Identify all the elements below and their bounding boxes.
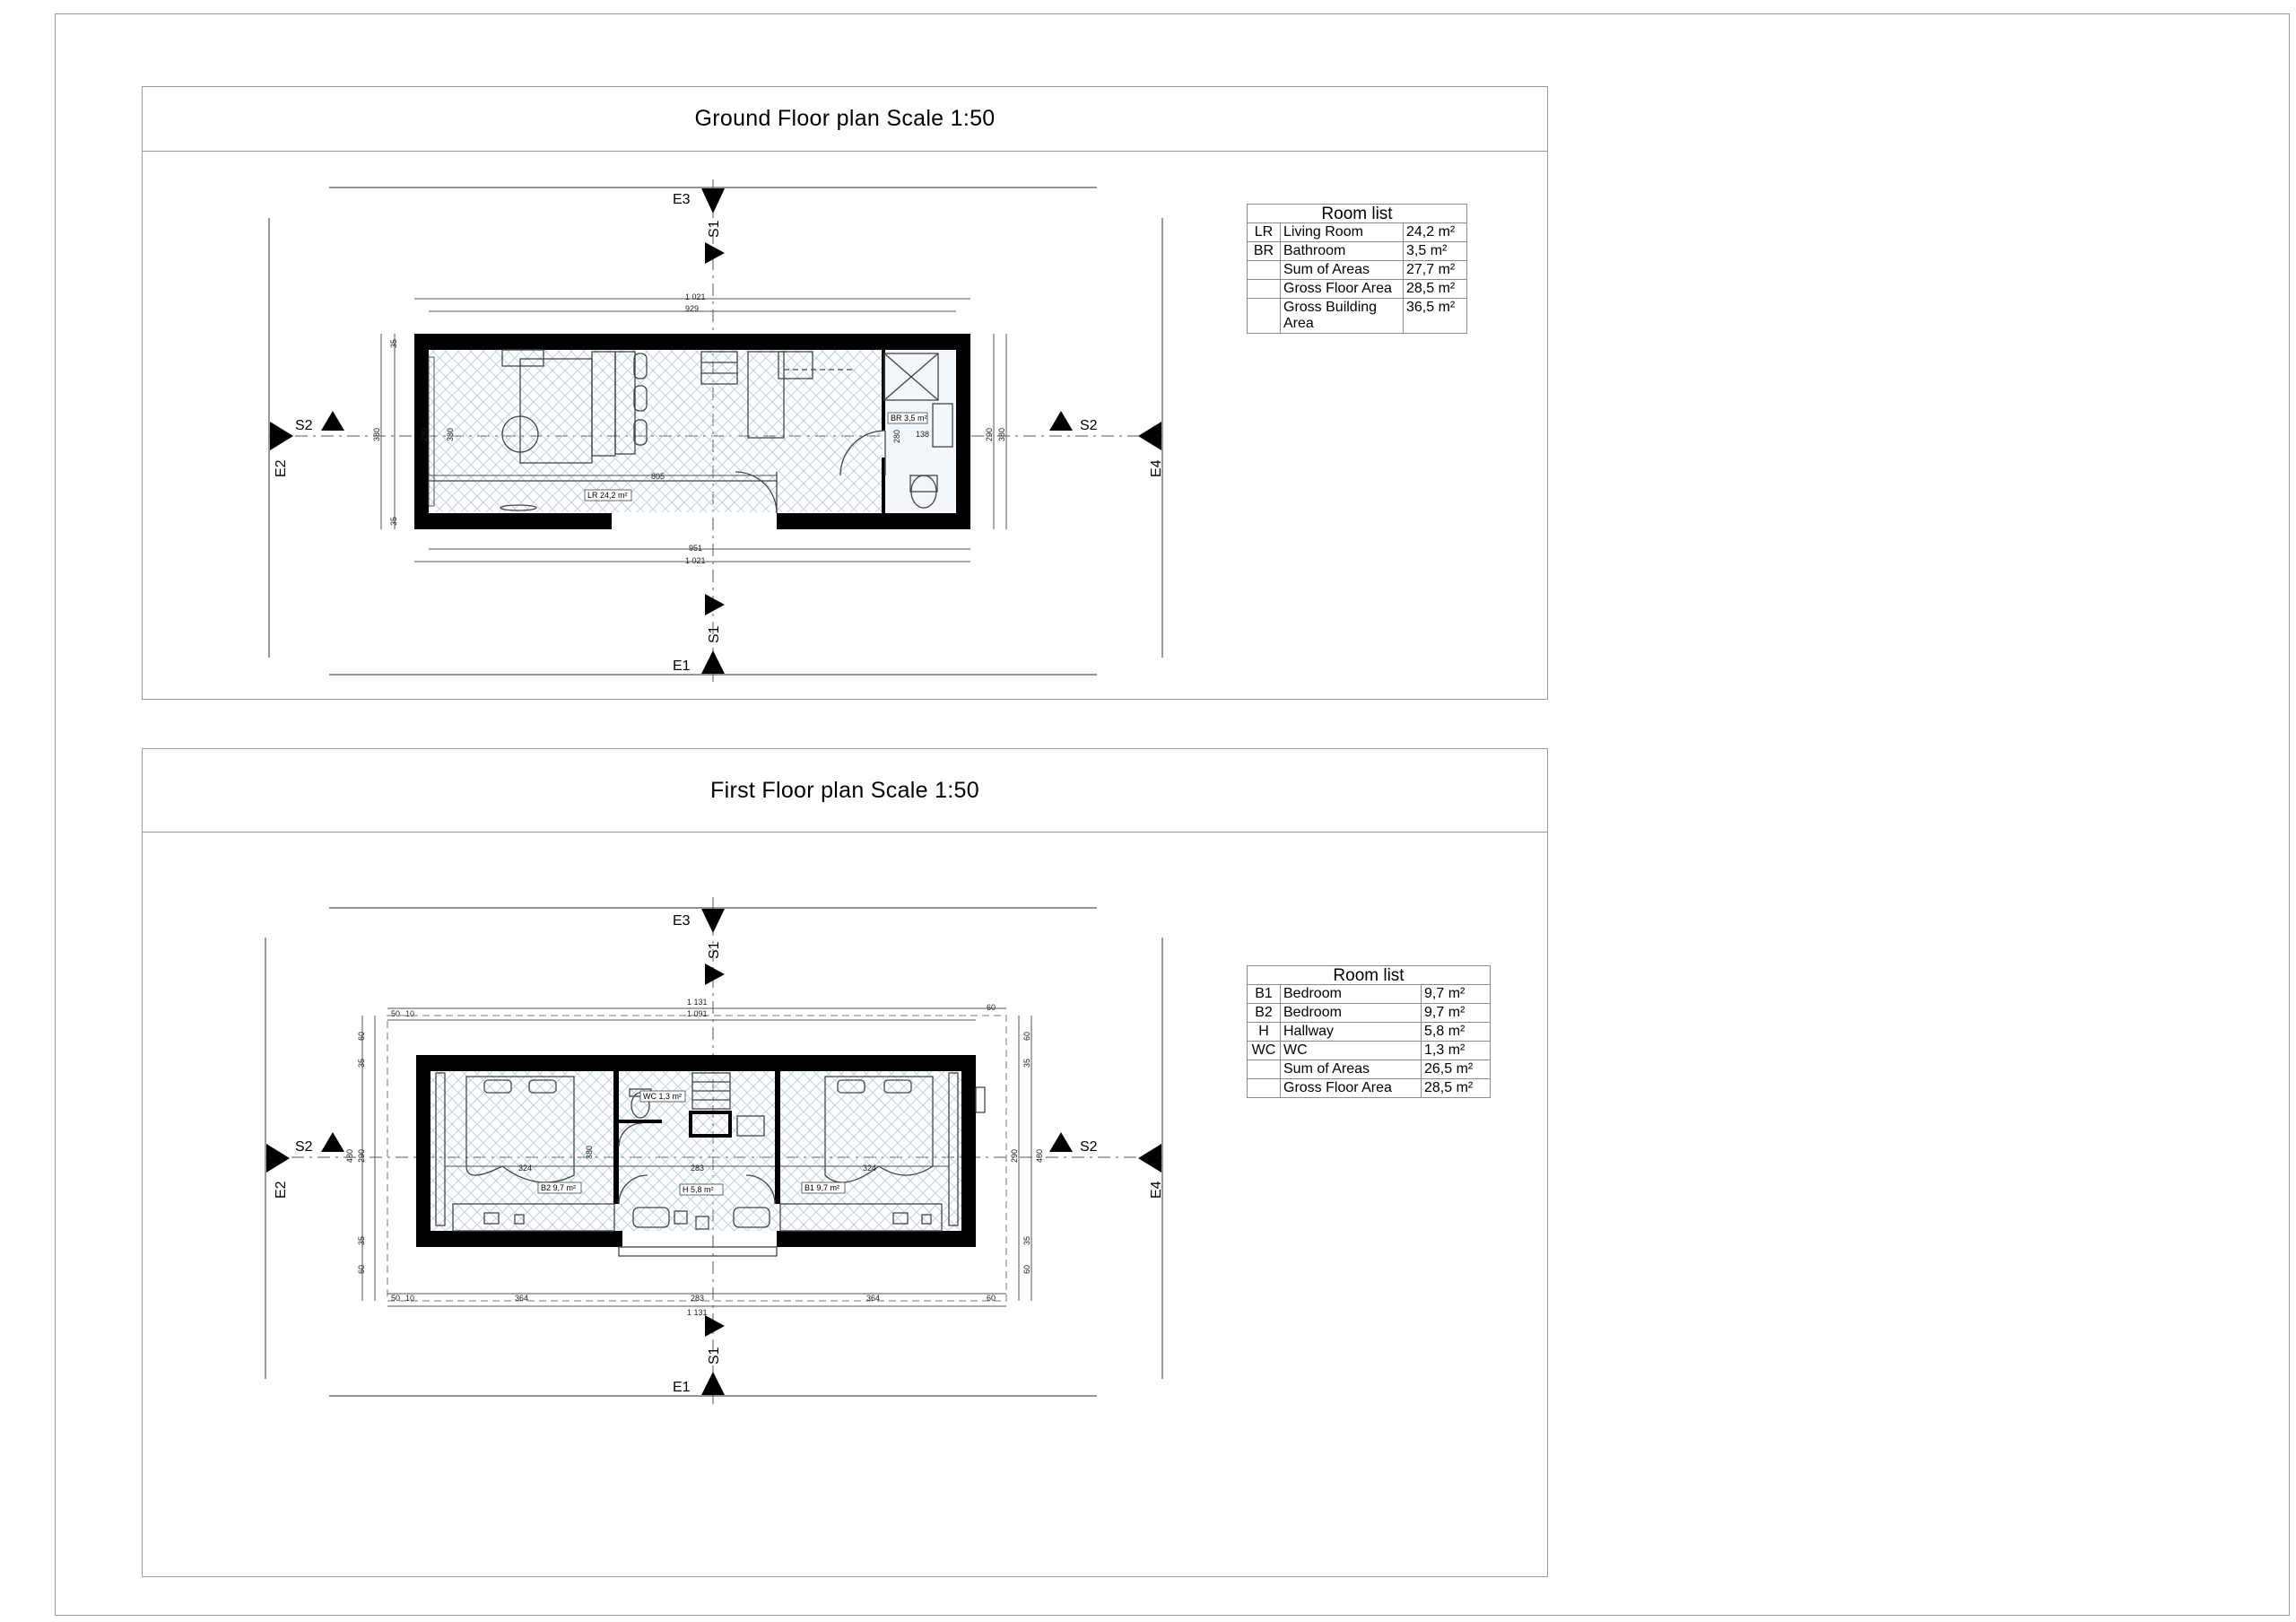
ff-dim-right-b: 35 (1022, 1058, 1031, 1068)
room-list-header: Room list (1248, 205, 1467, 223)
gf-dim-left-a: 35 (389, 338, 398, 348)
s1-top-label: S1 (707, 941, 722, 959)
gf-dim-bottom-outer: 1 021 (685, 556, 706, 565)
ground-floor-title: Ground Floor plan Scale 1:50 (143, 87, 1547, 152)
room-tag-br: BR 3,5 m² (891, 414, 927, 423)
ff-dim-bottom-l1: 50 (391, 1294, 401, 1303)
gf-dim-top-inner: 929 (685, 304, 700, 313)
room-row: H Hallway 5,8 m² (1248, 1023, 1491, 1042)
room-tag-h: H 5,8 m² (683, 1185, 714, 1194)
room-row: LR Living Room 24,2 m² (1248, 223, 1467, 242)
ff-dim-right-outer: 480 (1035, 1148, 1044, 1163)
s2-right-label: S2 (1080, 418, 1098, 433)
first-floor-floor (430, 1071, 972, 1231)
gf-dim-right-c: 280 (892, 429, 901, 443)
room-row: WC WC 1,3 m² (1248, 1042, 1491, 1060)
room-list-header: Room list (1248, 966, 1491, 985)
ff-dim-mid-v: 380 (585, 1145, 594, 1159)
s1-top-label: S1 (707, 220, 722, 238)
first-floor-title: First Floor plan Scale 1:50 (143, 749, 1547, 833)
ff-dim-top-outer: 1 131 (687, 998, 708, 1007)
room-tag-b1: B1 9,7 m² (804, 1183, 840, 1192)
s2-left-marker-triangle (321, 1132, 344, 1152)
e1-label: E1 (673, 658, 691, 674)
s2-left-label: S2 (295, 418, 313, 433)
first-floor-room-list (1247, 965, 1491, 1098)
ff-dim-left-d: 35 (357, 1235, 366, 1245)
e3-label: E3 (673, 192, 691, 207)
ff-dim-left-e: 60 (357, 1264, 366, 1274)
gf-dim-room-width: 805 (651, 472, 665, 481)
ff-dim-right-c: 290 (1010, 1148, 1019, 1163)
gf-dim-right-a: 290 (985, 427, 994, 441)
ff-dim-top-inner: 1 091 (687, 1009, 708, 1018)
s1-bottom-label: S1 (707, 1347, 722, 1365)
ff-dim-room-a: 324 (518, 1164, 533, 1173)
ff-dim-right-e: 60 (1022, 1264, 1031, 1274)
ff-dim-top-l1: 50 (391, 1009, 401, 1018)
e2-marker-triangle (266, 1144, 290, 1173)
s2-right-label: S2 (1080, 1139, 1098, 1155)
e4-label: E4 (1149, 1181, 1164, 1199)
e1-marker-triangle (701, 1372, 725, 1395)
ff-dim-left-c: 290 (357, 1148, 366, 1163)
room-tag-wc: WC 1,3 m² (643, 1092, 683, 1101)
ff-dim-right-d: 35 (1022, 1235, 1031, 1245)
ff-dim-bottom-a: 364 (515, 1294, 529, 1303)
gf-dim-bottom-inner: 951 (689, 544, 703, 553)
e2-label: E2 (274, 1181, 289, 1199)
s2-left-label: S2 (295, 1139, 313, 1155)
s1-bottom-marker-triangle (705, 1315, 725, 1337)
room-row: Sum of Areas 26,5 m² (1248, 1060, 1491, 1079)
room-row: B1 Bedroom 9,7 m² (1248, 985, 1491, 1004)
ff-dim-bottom-l2: 10 (405, 1294, 415, 1303)
s2-right-marker-triangle (1049, 1132, 1073, 1152)
ff-dim-top-r: 60 (987, 1003, 996, 1012)
room-row: Gross Building Area 36,5 m² (1248, 299, 1467, 334)
ff-dim-room-c: 324 (863, 1164, 877, 1173)
ff-dim-bottom-b: 283 (691, 1294, 705, 1303)
room-row: B2 Bedroom 9,7 m² (1248, 1004, 1491, 1023)
room-row: Gross Floor Area 28,5 m² (1248, 1079, 1491, 1098)
room-row: Gross Floor Area 28,5 m² (1248, 280, 1467, 299)
s1-top-marker-triangle (705, 964, 725, 985)
ff-dim-top-l2: 10 (405, 1009, 415, 1018)
gf-dim-left-d: 35 (389, 516, 398, 526)
ff-dim-bottom-r: 60 (987, 1294, 996, 1303)
ff-dim-right-a: 60 (1022, 1031, 1031, 1041)
room-row: Sum of Areas 27,7 m² (1248, 261, 1467, 280)
gf-dim-left-c: 290 (420, 427, 429, 441)
e4-marker-triangle (1138, 1144, 1161, 1173)
ff-dim-bottom-outer: 1 131 (687, 1308, 708, 1317)
room-tag-b2: B2 9,7 m² (541, 1183, 577, 1192)
ff-dim-room-b: 283 (691, 1164, 705, 1173)
ff-dim-left-b: 35 (357, 1058, 366, 1068)
ff-dim-left-outer: 480 (345, 1148, 354, 1163)
gf-dim-top-outer: 1 021 (685, 292, 706, 301)
room-row: BR Bathroom 3,5 m² (1248, 242, 1467, 261)
s1-bottom-label: S1 (707, 625, 722, 643)
e3-label: E3 (673, 913, 691, 929)
gf-dim-left-b: 380 (372, 427, 381, 441)
gf-dim-right-b: 380 (997, 427, 1006, 441)
gf-dim-left-e: 380 (446, 427, 455, 441)
ff-dim-left-a: 60 (357, 1031, 366, 1041)
room-tag-lr: LR 24,2 m² (587, 491, 628, 500)
ff-dim-bottom-c: 364 (866, 1294, 881, 1303)
e3-marker-triangle (701, 909, 725, 933)
e4-label: E4 (1149, 459, 1164, 477)
gf-dim-bath-width: 138 (916, 430, 930, 439)
e2-label: E2 (274, 459, 289, 477)
e1-label: E1 (673, 1380, 691, 1395)
